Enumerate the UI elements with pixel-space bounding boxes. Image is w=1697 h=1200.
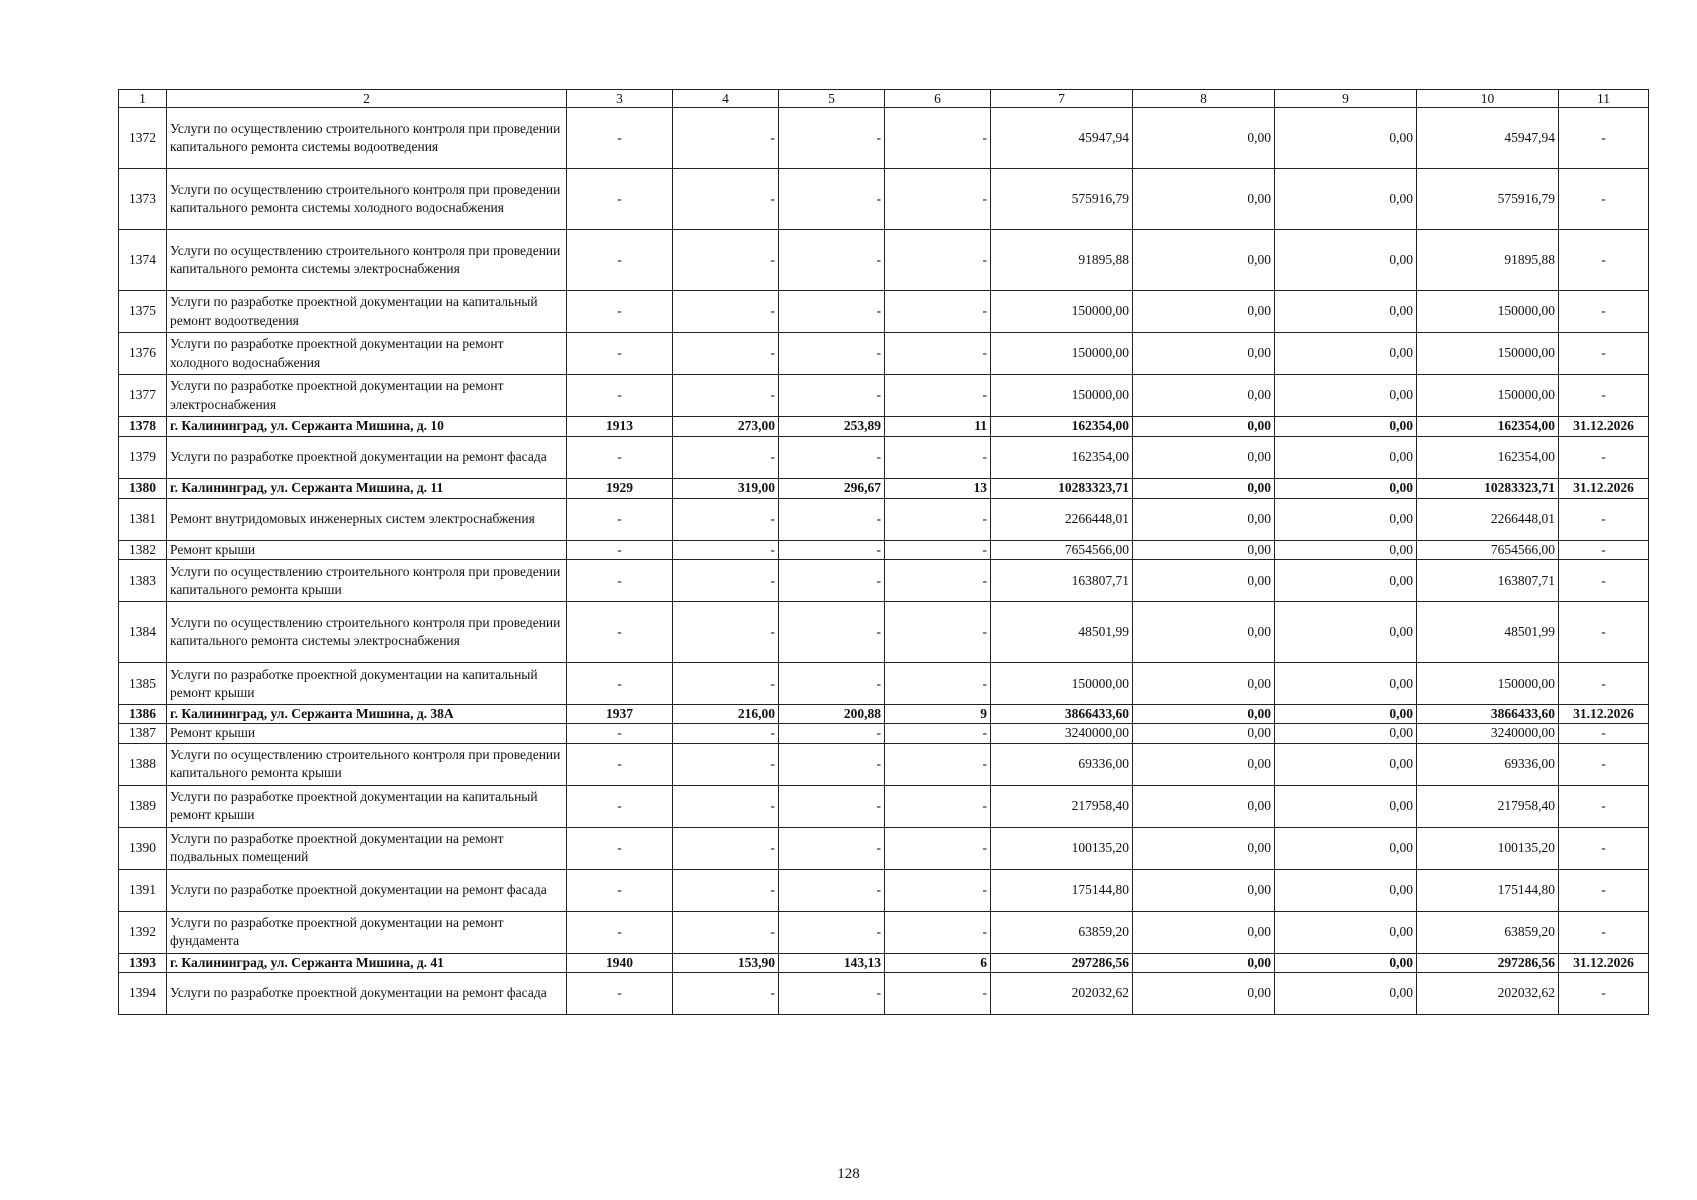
fund-cell: 0,00 [1133,108,1275,169]
budget-cell: 0,00 [1275,724,1417,743]
area-total-cell: - [673,972,779,1014]
fund-cell: 0,00 [1133,705,1275,724]
column-header: 5 [779,90,885,108]
residents-cell: 9 [885,705,991,724]
year-cell: - [567,169,673,230]
fund-cell: 0,00 [1133,230,1275,291]
column-header: 7 [991,90,1133,108]
cost-total-cell: 10283323,71 [991,479,1133,499]
deadline-cell: - [1559,437,1649,479]
owners-cell: 91895,88 [1417,230,1559,291]
residents-cell: - [885,499,991,541]
year-cell: 1929 [567,479,673,499]
area-total-cell: - [673,291,779,333]
budget-cell: 0,00 [1275,375,1417,417]
cost-total-cell: 162354,00 [991,437,1133,479]
area-total-cell: - [673,663,779,705]
residents-cell: 13 [885,479,991,499]
year-cell: - [567,560,673,602]
fund-cell: 0,00 [1133,417,1275,437]
row-number: 1386 [119,705,167,724]
fund-cell: 0,00 [1133,953,1275,972]
residents-cell: - [885,743,991,785]
row-name: Ремонт крыши [167,541,567,560]
residents-cell: - [885,785,991,827]
area-total-cell: - [673,602,779,663]
cost-total-cell: 175144,80 [991,869,1133,911]
residents-cell: - [885,108,991,169]
address-row [119,953,1649,972]
cost-total-cell: 100135,20 [991,827,1133,869]
year-cell: - [567,911,673,953]
residents-cell: - [885,169,991,230]
budget-cell: 0,00 [1275,972,1417,1014]
area-living-cell: - [779,108,885,169]
owners-cell: 2266448,01 [1417,499,1559,541]
area-total-cell: - [673,827,779,869]
residents-cell: - [885,560,991,602]
year-cell: 1937 [567,705,673,724]
area-living-cell: - [779,230,885,291]
cost-total-cell: 297286,56 [991,953,1133,972]
area-living-cell: - [779,333,885,375]
column-header: 6 [885,90,991,108]
work-row [119,560,1649,602]
area-total-cell: - [673,169,779,230]
area-total-cell: - [673,230,779,291]
cost-total-cell: 150000,00 [991,663,1133,705]
fund-cell: 0,00 [1133,560,1275,602]
owners-cell: 150000,00 [1417,375,1559,417]
owners-cell: 69336,00 [1417,743,1559,785]
row-number: 1374 [119,230,167,291]
work-row [119,663,1649,705]
budget-cell: 0,00 [1275,602,1417,663]
row-name: Услуги по осуществлению строительного контроля при проведении капитального ремонта системы электроснабжения [167,602,567,663]
area-living-cell: - [779,499,885,541]
work-row [119,291,1649,333]
cost-total-cell: 217958,40 [991,785,1133,827]
column-header: 11 [1559,90,1649,108]
budget-cell: 0,00 [1275,417,1417,437]
owners-cell: 175144,80 [1417,869,1559,911]
deadline-cell: - [1559,785,1649,827]
fund-cell: 0,00 [1133,169,1275,230]
residents-cell: - [885,869,991,911]
work-row [119,375,1649,417]
area-total-cell: - [673,560,779,602]
fund-cell: 0,00 [1133,972,1275,1014]
row-name: г. Калининград, ул. Сержанта Мишина, д. 38А [167,705,567,724]
area-total-cell: - [673,333,779,375]
year-cell: - [567,785,673,827]
year-cell: - [567,972,673,1014]
owners-cell: 162354,00 [1417,437,1559,479]
row-number: 1373 [119,169,167,230]
fund-cell: 0,00 [1133,499,1275,541]
budget-cell: 0,00 [1275,785,1417,827]
deadline-cell: - [1559,911,1649,953]
column-header: 9 [1275,90,1417,108]
area-living-cell: - [779,972,885,1014]
row-number: 1394 [119,972,167,1014]
area-living-cell: - [779,375,885,417]
budget-cell: 0,00 [1275,230,1417,291]
cost-total-cell: 150000,00 [991,333,1133,375]
year-cell: - [567,869,673,911]
budget-cell: 0,00 [1275,827,1417,869]
row-name: Услуги по разработке проектной документации на ремонт подвальных помещений [167,827,567,869]
owners-cell: 163807,71 [1417,560,1559,602]
deadline-cell: 31.12.2026 [1559,417,1649,437]
work-row [119,602,1649,663]
cost-total-cell: 202032,62 [991,972,1133,1014]
column-header: 3 [567,90,673,108]
fund-cell: 0,00 [1133,541,1275,560]
deadline-cell: - [1559,869,1649,911]
work-row [119,911,1649,953]
owners-cell: 575916,79 [1417,169,1559,230]
deadline-cell: 31.12.2026 [1559,479,1649,499]
owners-cell: 100135,20 [1417,827,1559,869]
owners-cell: 3866433,60 [1417,705,1559,724]
cost-total-cell: 2266448,01 [991,499,1133,541]
cost-total-cell: 45947,94 [991,108,1133,169]
residents-cell: - [885,333,991,375]
row-name: Услуги по разработке проектной документации на ремонт фасада [167,869,567,911]
fund-cell: 0,00 [1133,663,1275,705]
fund-cell: 0,00 [1133,479,1275,499]
cost-total-cell: 63859,20 [991,911,1133,953]
row-number: 1380 [119,479,167,499]
row-number: 1392 [119,911,167,953]
year-cell: - [567,333,673,375]
deadline-cell: - [1559,230,1649,291]
area-living-cell: 296,67 [779,479,885,499]
budget-cell: 0,00 [1275,108,1417,169]
budget-cell: 0,00 [1275,560,1417,602]
work-row [119,724,1649,743]
work-row [119,785,1649,827]
year-cell: 1940 [567,953,673,972]
fund-cell: 0,00 [1133,375,1275,417]
budget-cell: 0,00 [1275,541,1417,560]
area-living-cell: 253,89 [779,417,885,437]
residents-cell: - [885,724,991,743]
year-cell: - [567,375,673,417]
deadline-cell: - [1559,541,1649,560]
row-name: Услуги по разработке проектной документации на капитальный ремонт крыши [167,663,567,705]
year-cell: - [567,291,673,333]
area-total-cell: - [673,869,779,911]
residents-cell: 11 [885,417,991,437]
fund-cell: 0,00 [1133,291,1275,333]
deadline-cell: - [1559,499,1649,541]
area-living-cell: - [779,541,885,560]
cost-total-cell: 3866433,60 [991,705,1133,724]
owners-cell: 7654566,00 [1417,541,1559,560]
row-number: 1375 [119,291,167,333]
cost-total-cell: 69336,00 [991,743,1133,785]
owners-cell: 3240000,00 [1417,724,1559,743]
row-name: Услуги по разработке проектной документации на ремонт холодного водоснабжения [167,333,567,375]
row-number: 1385 [119,663,167,705]
row-number: 1391 [119,869,167,911]
cost-total-cell: 150000,00 [991,375,1133,417]
row-number: 1383 [119,560,167,602]
year-cell: - [567,602,673,663]
year-cell: - [567,663,673,705]
row-name: Услуги по разработке проектной документации на капитальный ремонт крыши [167,785,567,827]
area-living-cell: - [779,743,885,785]
budget-cell: 0,00 [1275,169,1417,230]
area-living-cell: - [779,663,885,705]
cost-total-cell: 3240000,00 [991,724,1133,743]
residents-cell: - [885,972,991,1014]
year-cell: 1913 [567,417,673,437]
residents-cell: - [885,911,991,953]
row-number: 1377 [119,375,167,417]
deadline-cell: - [1559,827,1649,869]
owners-cell: 162354,00 [1417,417,1559,437]
fund-cell: 0,00 [1133,437,1275,479]
fund-cell: 0,00 [1133,743,1275,785]
column-header: 2 [167,90,567,108]
area-living-cell: - [779,724,885,743]
work-row [119,333,1649,375]
row-name: Услуги по осуществлению строительного контроля при проведении капитального ремонта крыши [167,560,567,602]
area-total-cell: - [673,743,779,785]
row-name: г. Калининград, ул. Сержанта Мишина, д. 10 [167,417,567,437]
row-number: 1378 [119,417,167,437]
area-total-cell: - [673,911,779,953]
area-total-cell: - [673,375,779,417]
cost-total-cell: 163807,71 [991,560,1133,602]
area-living-cell: - [779,560,885,602]
row-name: Услуги по разработке проектной документации на ремонт фасада [167,972,567,1014]
area-total-cell: 319,00 [673,479,779,499]
row-name: Услуги по осуществлению строительного контроля при проведении капитального ремонта системы водоотведения [167,108,567,169]
fund-cell: 0,00 [1133,869,1275,911]
deadline-cell: - [1559,375,1649,417]
residents-cell: - [885,541,991,560]
year-cell: - [567,108,673,169]
deadline-cell: - [1559,108,1649,169]
year-cell: - [567,724,673,743]
area-total-cell: - [673,108,779,169]
address-row [119,417,1649,437]
area-living-cell: - [779,827,885,869]
area-living-cell: - [779,291,885,333]
row-number: 1389 [119,785,167,827]
deadline-cell: - [1559,560,1649,602]
area-total-cell: 216,00 [673,705,779,724]
row-number: 1384 [119,602,167,663]
area-living-cell: - [779,911,885,953]
column-header: 8 [1133,90,1275,108]
fund-cell: 0,00 [1133,724,1275,743]
area-living-cell: - [779,785,885,827]
row-name: г. Калининград, ул. Сержанта Мишина, д. 11 [167,479,567,499]
row-name: Услуги по разработке проектной документации на ремонт фундамента [167,911,567,953]
budget-cell: 0,00 [1275,499,1417,541]
area-total-cell: 153,90 [673,953,779,972]
row-number: 1379 [119,437,167,479]
owners-cell: 297286,56 [1417,953,1559,972]
residents-cell: - [885,291,991,333]
budget-cell: 0,00 [1275,869,1417,911]
column-header: 1 [119,90,167,108]
area-living-cell: 200,88 [779,705,885,724]
row-number: 1381 [119,499,167,541]
work-row [119,972,1649,1014]
owners-cell: 217958,40 [1417,785,1559,827]
work-row [119,108,1649,169]
page-number: 128 [837,1166,860,1182]
row-name: Ремонт крыши [167,724,567,743]
deadline-cell: - [1559,169,1649,230]
area-living-cell: - [779,169,885,230]
year-cell: - [567,499,673,541]
row-number: 1393 [119,953,167,972]
row-name: Услуги по разработке проектной документации на ремонт фасада [167,437,567,479]
fund-cell: 0,00 [1133,827,1275,869]
area-total-cell: - [673,724,779,743]
address-row [119,479,1649,499]
area-total-cell: - [673,785,779,827]
cost-total-cell: 150000,00 [991,291,1133,333]
deadline-cell: - [1559,602,1649,663]
work-row [119,437,1649,479]
work-row [119,230,1649,291]
area-total-cell: 273,00 [673,417,779,437]
fund-cell: 0,00 [1133,333,1275,375]
work-row [119,869,1649,911]
cost-total-cell: 91895,88 [991,230,1133,291]
address-row [119,705,1649,724]
deadline-cell: - [1559,291,1649,333]
deadline-cell: 31.12.2026 [1559,705,1649,724]
row-name: Услуги по осуществлению строительного контроля при проведении капитального ремонта системы холодного водоснабжения [167,169,567,230]
year-cell: - [567,743,673,785]
budget-cell: 0,00 [1275,953,1417,972]
area-total-cell: - [673,541,779,560]
owners-cell: 150000,00 [1417,333,1559,375]
work-row [119,169,1649,230]
row-number: 1372 [119,108,167,169]
budget-cell: 0,00 [1275,479,1417,499]
row-number: 1388 [119,743,167,785]
row-name: Ремонт внутридомовых инженерных систем электроснабжения [167,499,567,541]
deadline-cell: - [1559,972,1649,1014]
column-header: 10 [1417,90,1559,108]
owners-cell: 202032,62 [1417,972,1559,1014]
fund-cell: 0,00 [1133,785,1275,827]
column-number-row [119,90,1649,108]
work-row [119,827,1649,869]
works-table [118,89,1649,1015]
row-name: Услуги по разработке проектной документации на ремонт электроснабжения [167,375,567,417]
budget-cell: 0,00 [1275,333,1417,375]
deadline-cell: - [1559,724,1649,743]
owners-cell: 63859,20 [1417,911,1559,953]
year-cell: - [567,827,673,869]
cost-total-cell: 7654566,00 [991,541,1133,560]
residents-cell: - [885,602,991,663]
row-number: 1382 [119,541,167,560]
residents-cell: - [885,375,991,417]
fund-cell: 0,00 [1133,602,1275,663]
cost-total-cell: 575916,79 [991,169,1133,230]
budget-cell: 0,00 [1275,911,1417,953]
row-name: Услуги по осуществлению строительного контроля при проведении капитального ремонта системы электроснабжения [167,230,567,291]
area-total-cell: - [673,499,779,541]
work-row [119,743,1649,785]
area-living-cell: - [779,602,885,663]
work-row [119,541,1649,560]
area-living-cell: 143,13 [779,953,885,972]
owners-cell: 150000,00 [1417,291,1559,333]
row-number: 1390 [119,827,167,869]
area-living-cell: - [779,437,885,479]
cost-total-cell: 162354,00 [991,417,1133,437]
residents-cell: 6 [885,953,991,972]
deadline-cell: - [1559,333,1649,375]
owners-cell: 150000,00 [1417,663,1559,705]
row-number: 1387 [119,724,167,743]
area-living-cell: - [779,869,885,911]
owners-cell: 10283323,71 [1417,479,1559,499]
residents-cell: - [885,230,991,291]
year-cell: - [567,541,673,560]
row-name: Услуги по разработке проектной документации на капитальный ремонт водоотведения [167,291,567,333]
row-name: Услуги по осуществлению строительного контроля при проведении капитального ремонта крыши [167,743,567,785]
residents-cell: - [885,437,991,479]
deadline-cell: - [1559,663,1649,705]
budget-cell: 0,00 [1275,291,1417,333]
budget-cell: 0,00 [1275,743,1417,785]
row-number: 1376 [119,333,167,375]
residents-cell: - [885,663,991,705]
deadline-cell: - [1559,743,1649,785]
owners-cell: 45947,94 [1417,108,1559,169]
deadline-cell: 31.12.2026 [1559,953,1649,972]
owners-cell: 48501,99 [1417,602,1559,663]
residents-cell: - [885,827,991,869]
work-row [119,499,1649,541]
budget-cell: 0,00 [1275,705,1417,724]
row-name: г. Калининград, ул. Сержанта Мишина, д. 41 [167,953,567,972]
budget-cell: 0,00 [1275,437,1417,479]
column-header: 4 [673,90,779,108]
area-total-cell: - [673,437,779,479]
year-cell: - [567,230,673,291]
year-cell: - [567,437,673,479]
cost-total-cell: 48501,99 [991,602,1133,663]
fund-cell: 0,00 [1133,911,1275,953]
budget-cell: 0,00 [1275,663,1417,705]
